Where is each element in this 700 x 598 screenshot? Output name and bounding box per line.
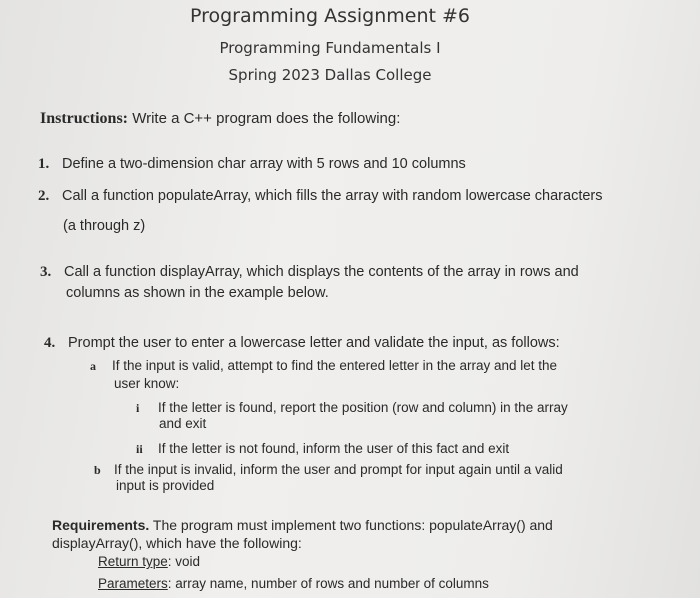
- item-number: 2.: [38, 188, 50, 204]
- sub-item-text: If the input is invalid, inform the user and prompt for input again until a valid: [114, 462, 563, 477]
- item-text-continued: columns as shown in the example below.: [66, 285, 329, 301]
- requirements-text: The program must implement two functions: populateArray() and: [152, 517, 553, 533]
- return-type-value: : void: [167, 554, 201, 569]
- sub-item-label: i: [136, 401, 140, 415]
- course-name: Programming Fundamentals I: [219, 39, 441, 57]
- assignment-title: Programming Assignment #6: [189, 5, 470, 27]
- requirements-line: [52, 517, 553, 533]
- sub-item-i: [136, 399, 568, 417]
- sub-item-text-continued: input is provided: [116, 478, 215, 493]
- requirements-text-continued: displayArray(), which have the following:: [52, 535, 302, 551]
- parameters-value: : array name, number of rows and number of columns: [167, 576, 489, 591]
- sub-item-text: If the letter is not found, inform the user of this fact and exit: [158, 441, 510, 456]
- sub-item-b: [94, 461, 563, 479]
- parameters-label: Parameters: [98, 576, 168, 591]
- sub-item-label: ii: [136, 442, 143, 456]
- instructions-line: [40, 110, 400, 128]
- item-number: 3.: [40, 264, 52, 280]
- list-item-4: [44, 334, 560, 352]
- sub-item-a: [90, 357, 557, 375]
- return-type-label: Return type: [98, 554, 168, 569]
- item-text-continued: (a through z): [63, 218, 146, 234]
- item-text: Call a function displayArray, which displays the contents of the array in rows and: [64, 264, 579, 280]
- instructions-text: Write a C++ program does the following:: [132, 110, 401, 127]
- item-number: 4.: [44, 335, 56, 351]
- sub-item-label: b: [94, 463, 101, 477]
- requirements-label: Requirements.: [52, 517, 150, 533]
- term-line: Spring 2023 Dallas College: [228, 66, 432, 84]
- list-item-2: [38, 187, 603, 205]
- sub-item-text-continued: user know:: [114, 376, 180, 391]
- sub-item-text: If the input is valid, attempt to find the entered letter in the array and let the: [112, 358, 558, 373]
- item-text: Define a two-dimension char array with 5 rows and 10 columns: [62, 156, 466, 172]
- sub-item-ii: [136, 440, 509, 458]
- list-item-1: [38, 155, 466, 173]
- sub-item-text: If the letter is found, report the position (row and column) in the array: [158, 400, 568, 415]
- list-item-3: [40, 263, 579, 281]
- return-type-line: [98, 554, 200, 569]
- item-text: Prompt the user to enter a lowercase letter and validate the input, as follows:: [68, 335, 560, 351]
- sub-item-label: a: [90, 359, 96, 373]
- item-text: Call a function populateArray, which fills the array with random lowercase characters: [62, 188, 603, 204]
- instructions-label: Instructions:: [40, 110, 129, 127]
- sub-item-text-continued: and exit: [159, 416, 207, 431]
- item-number: 1.: [38, 156, 50, 172]
- parameters-line: [98, 576, 489, 591]
